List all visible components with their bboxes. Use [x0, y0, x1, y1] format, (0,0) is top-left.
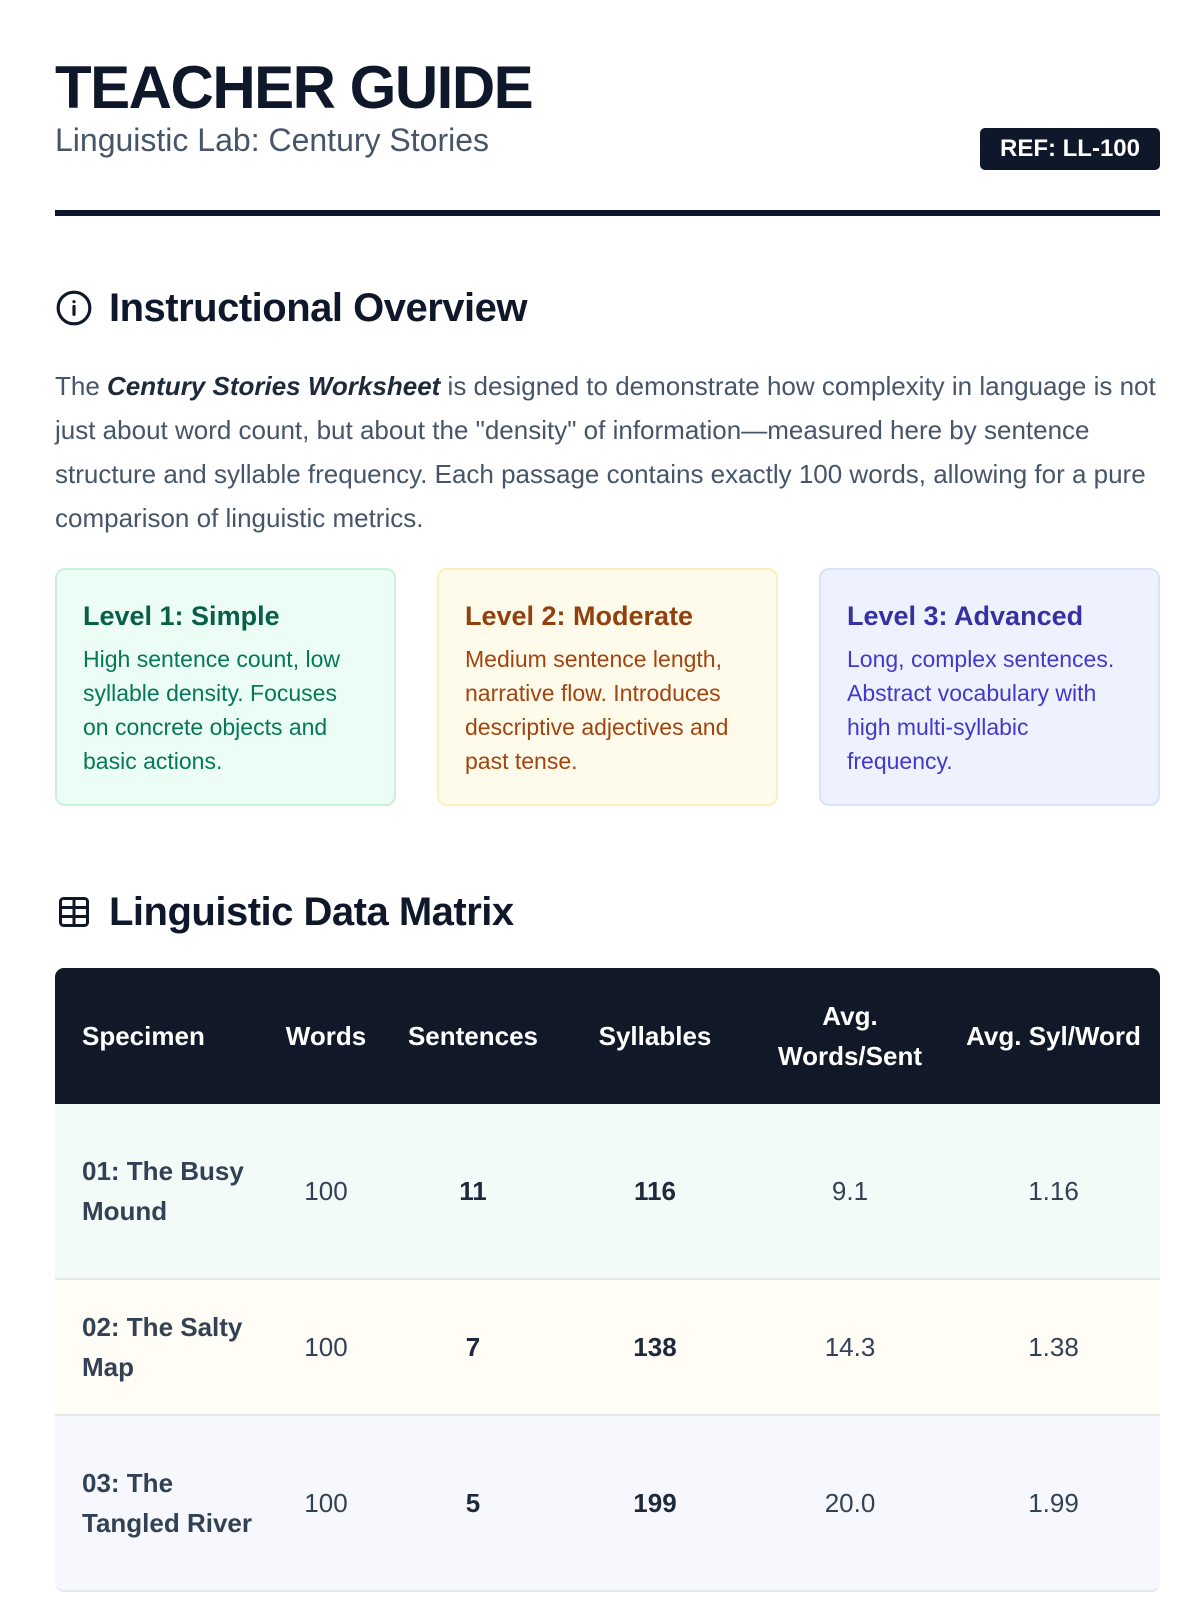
avg-words-sent-cell: 14.3 — [753, 1280, 947, 1416]
level-card-moderate — [437, 568, 778, 806]
specimen-cell: 01: The Busy Mound — [55, 1104, 263, 1280]
reference-badge: REF: LL-100 — [980, 128, 1160, 170]
specimen-cell: 02: The Salty Map — [55, 1280, 263, 1416]
instructional-overview-section — [55, 284, 1200, 806]
sentences-cell: 11 — [389, 1104, 557, 1280]
syllables-cell: 199 — [557, 1416, 753, 1592]
avg-syl-word-cell: 1.99 — [947, 1416, 1160, 1592]
specimen-cell: 03: The Tangled River — [55, 1416, 263, 1592]
table-body — [55, 1104, 1160, 1592]
linguistic-data-matrix-section — [55, 888, 1200, 1592]
avg-syl-word-cell: 1.16 — [947, 1104, 1160, 1280]
linguistic-data-table — [55, 968, 1160, 1592]
info-circle-icon — [55, 289, 93, 327]
words-cell: 100 — [263, 1104, 389, 1280]
column-header-specimen: Specimen — [55, 968, 263, 1104]
level-cards — [55, 568, 1160, 806]
sentences-cell: 5 — [389, 1416, 557, 1592]
intro-body: is designed to demonstrate how complexity in language is not just about word count, but about the "density" of information—measured here by sentence structure and syllable frequency. Each passage contains exactly 100 words, allowing for a pure comparison of linguistic metrics. — [55, 371, 1156, 533]
worksheet-name: Century Stories Worksheet — [107, 371, 441, 401]
level-card-description: High sentence count, low syllable density. Focuses on concrete objects and basic actions. — [83, 646, 340, 774]
table-header-row — [55, 968, 1160, 1104]
table-header — [55, 968, 1160, 1104]
avg-words-sent-cell: 9.1 — [753, 1104, 947, 1280]
column-header-sentences: Sentences — [389, 968, 557, 1104]
level-card-title: Level 2: Moderate — [465, 601, 694, 631]
level-card-title: Level 1: Simple — [83, 601, 280, 631]
page-subtitle: Linguistic Lab: Century Stories — [55, 122, 489, 158]
words-cell: 100 — [263, 1280, 389, 1416]
matrix-heading: Linguistic Data Matrix — [109, 889, 514, 934]
intro-prefix: The — [55, 371, 108, 401]
words-cell: 100 — [263, 1416, 389, 1592]
overview-heading: Instructional Overview — [109, 285, 528, 330]
syllables-cell: 138 — [557, 1280, 753, 1416]
document-header — [55, 0, 1160, 216]
table-row — [55, 1280, 1160, 1416]
table-row — [55, 1104, 1160, 1280]
table-row — [55, 1416, 1160, 1592]
column-header-syllables: Syllables — [557, 968, 753, 1104]
avg-words-sent-cell: 20.0 — [753, 1416, 947, 1592]
column-header-avg-syllables-per-word: Avg. Syl/Word — [947, 968, 1160, 1104]
table-grid-icon — [55, 893, 93, 931]
level-card-advanced — [819, 568, 1160, 806]
level-card-description: Long, complex sentences. Abstract vocabulary with high multi-syllabic frequency. — [847, 646, 1115, 774]
avg-syl-word-cell: 1.38 — [947, 1280, 1160, 1416]
page-title: TEACHER GUIDE — [55, 54, 533, 121]
matrix-heading-row — [55, 888, 1200, 936]
overview-heading-row — [55, 284, 1200, 332]
level-card-title: Level 3: Advanced — [847, 601, 1084, 631]
overview-paragraph — [55, 364, 1160, 540]
sentences-cell: 7 — [389, 1280, 557, 1416]
level-card-simple — [55, 568, 396, 806]
level-card-description: Medium sentence length, narrative flow. Introduces descriptive adjectives and past tense. — [465, 646, 729, 774]
column-header-words: Words — [263, 968, 389, 1104]
column-header-avg-words-per-sentence: Avg. Words/Sent — [753, 968, 947, 1104]
syllables-cell: 116 — [557, 1104, 753, 1280]
